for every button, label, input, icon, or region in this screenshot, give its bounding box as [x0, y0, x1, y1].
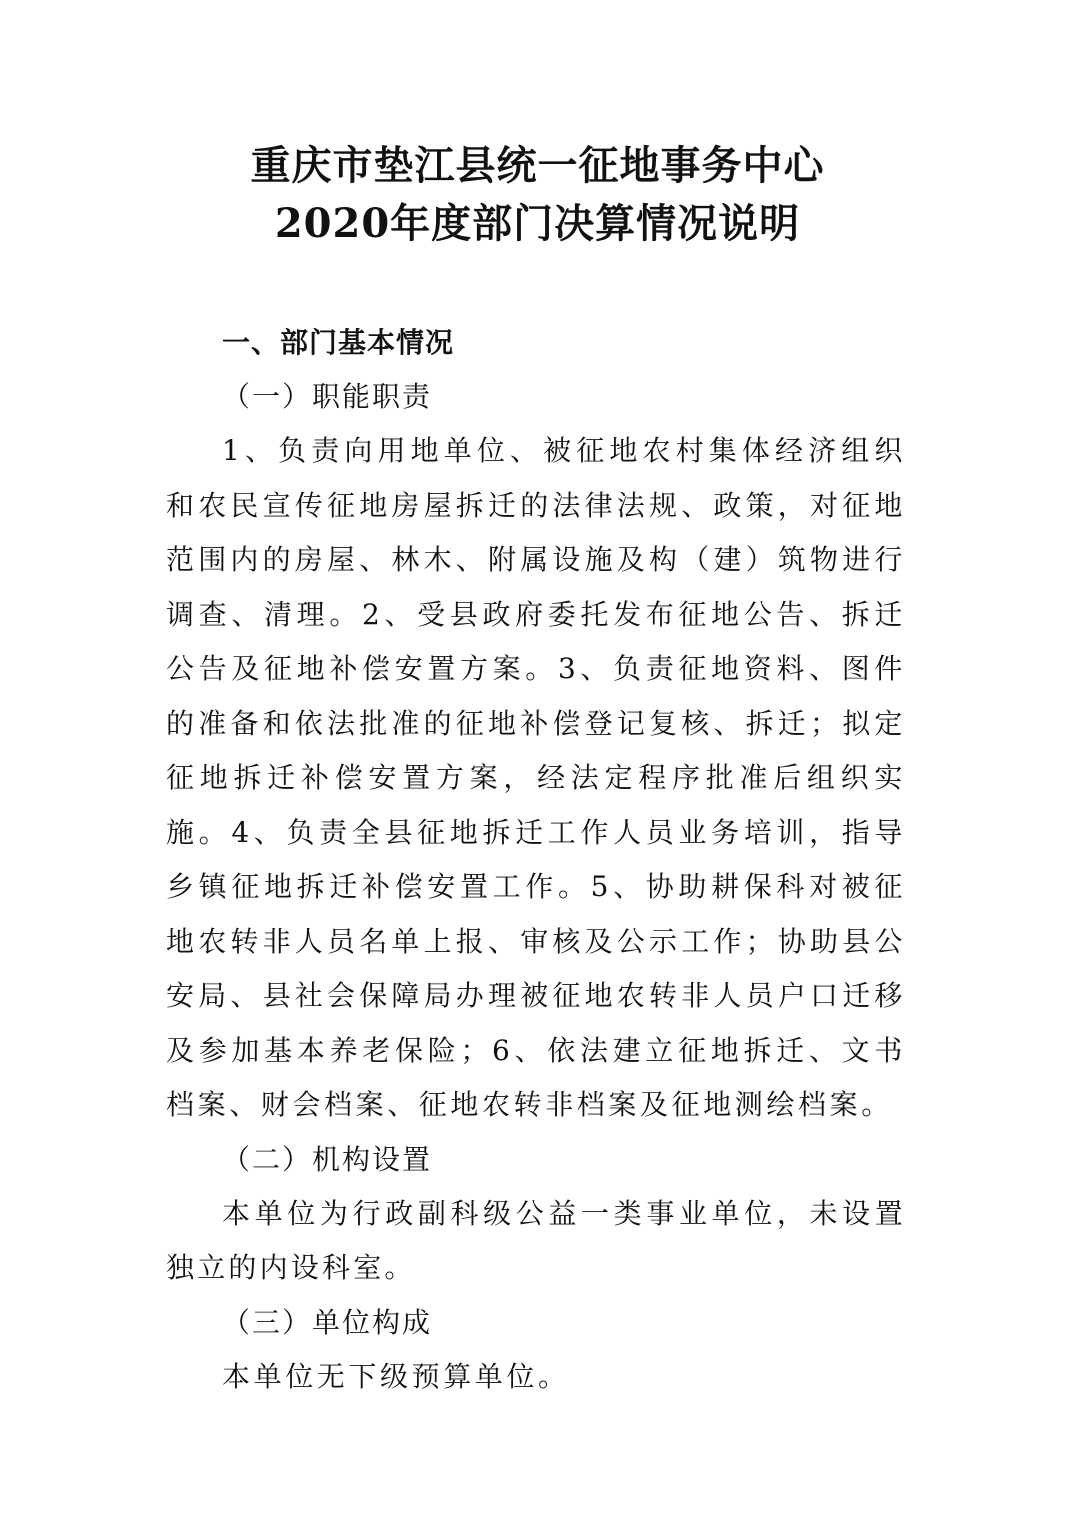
document-body	[166, 316, 906, 1404]
document-title-line-2: 2020年度部门决算情况说明	[274, 200, 801, 247]
section-heading-basic-info: 一、部门基本情况	[222, 326, 455, 359]
subsection-heading-organization: （二）机构设置	[222, 1142, 433, 1176]
paragraph-composition: 本单位无下级预算单位。	[222, 1359, 570, 1393]
paragraph-functions: 1、负责向用地单位、被征地农村集体经济组织和农民宣传征地房屋拆迁的法律法规、政策，对征地范围内的房屋、林木、附属设施及构（建）筑物进行调查、清理。2、受县政府委托发布征地公告、拆迁公告及征地补偿安置方案。3、负责征地资料、图件的准备和依法批准的征地补偿登记复核、拆迁；拟定征地拆迁补偿安置方案，经法定程序批准后组织实施。4、负责全县征地拆迁工作人员业务培训，指导乡镇征地拆迁补偿安置工作。5、协助耕保科对被征地农转非人员名单上报、审核及公示工作；协助县公安局、县社会保障局办理被征地农转非人员户口迁移及参加基本养老保险；6、依法建立征地拆迁、文书档案、财会档案、征地农转非档案及征地测绘档案。	[166, 434, 906, 1121]
paragraph-organization: 本单位为行政副科级公益一类事业单位，未设置独立的内设科室。	[166, 1196, 906, 1284]
subsection-heading-functions: （一）职能职责	[222, 380, 433, 413]
subsection-heading-composition: （三）单位构成	[222, 1305, 433, 1339]
document-title-line-1: 重庆市垫江县统一征地事务中心	[250, 142, 825, 189]
